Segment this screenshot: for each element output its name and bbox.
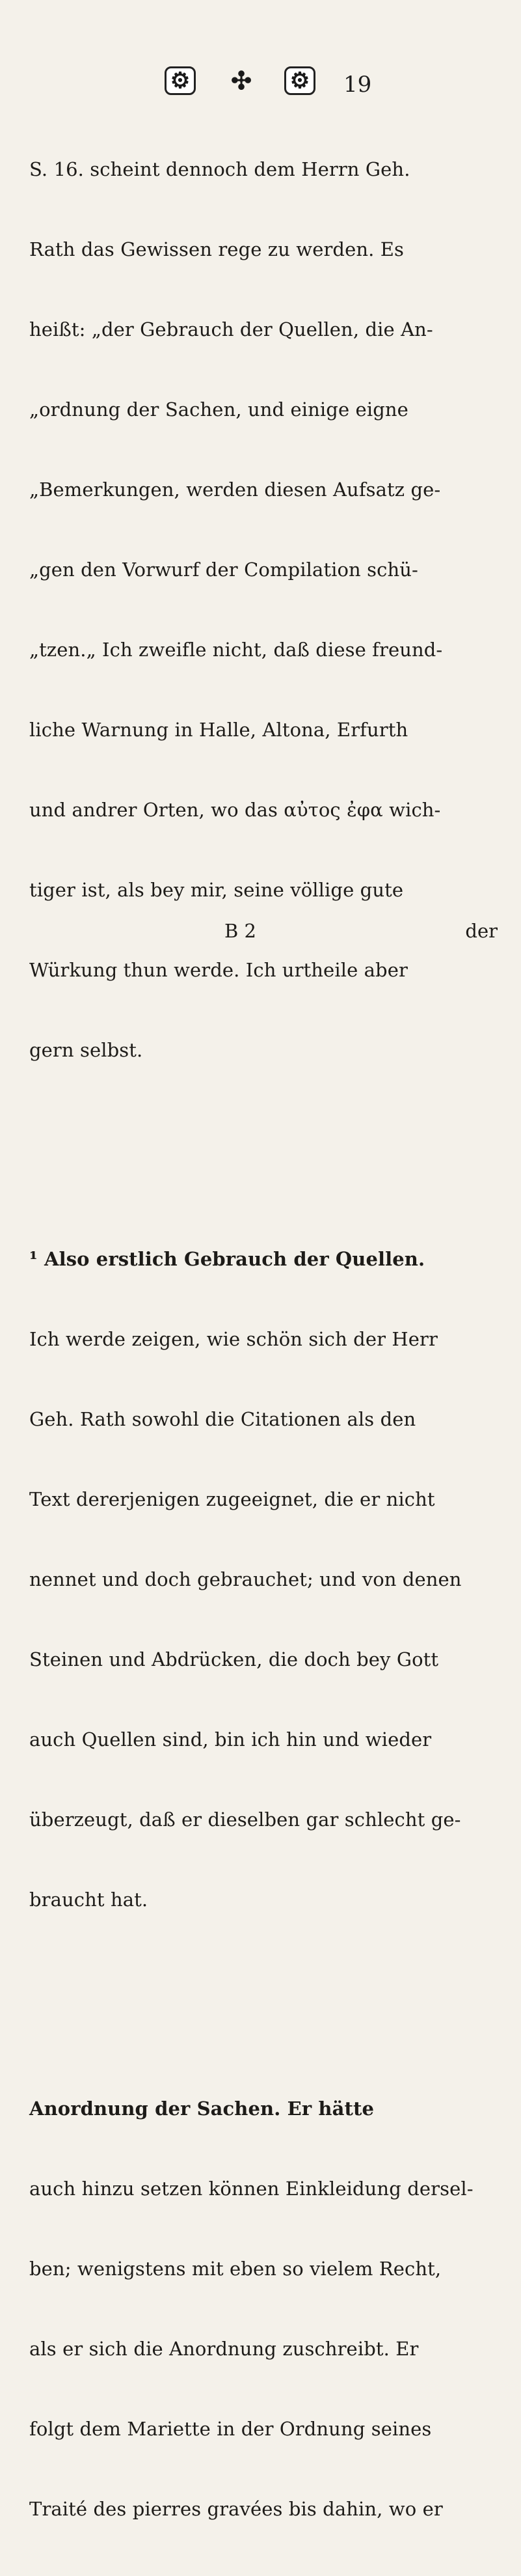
text-line: Würkung thun werde. Ich urtheile aber xyxy=(29,959,408,981)
right-ornament-icon: ⚙ xyxy=(284,66,315,95)
text-line: heißt: „der Gebrauch der Quellen, die An- xyxy=(29,318,433,340)
text-line: als er sich die Anordnung zuschreibt. Er xyxy=(29,2338,419,2360)
text-line: überzeugt, daß er dieselben gar schlecht ge- xyxy=(29,1808,461,1831)
page-body xyxy=(29,103,498,2576)
page-number: 19 xyxy=(343,72,372,98)
text-line: „ordnung der Sachen, und einige eigne xyxy=(29,398,408,421)
text-line: und andrer Orten, wo das αὐτος ἐφα wich- xyxy=(29,799,441,821)
text-line: „tzen.„ Ich zweifle nicht, daß diese freund- xyxy=(29,639,443,661)
paragraph-gap xyxy=(29,1993,498,2015)
text-line: Ich werde zeigen, wie schön sich der Herr xyxy=(29,1328,438,1350)
text-line: S. 16. scheint dennoch dem Herrn Geh. xyxy=(29,158,410,180)
text-line: Geh. Rath sowohl die Citationen als den xyxy=(29,1408,416,1430)
text-line: ben; wenigstens mit eben so vielem Recht, xyxy=(29,2258,442,2280)
text-line: „Bemerkungen, werden diesen Aufsatz ge- xyxy=(29,478,441,501)
text-line: folgt dem Mariette in der Ordnung seines xyxy=(29,2418,432,2440)
text-line: braucht hat. xyxy=(29,1889,148,1911)
text-line: gern selbst. xyxy=(29,1039,143,1061)
text-line: Text dererjenigen zugeeignet, die er nicht xyxy=(29,1488,435,1510)
text-line: „gen den Vorwurf der Compilation schü- xyxy=(29,559,418,581)
page-footer xyxy=(29,918,498,945)
text-line: auch hinzu setzen können Einkleidung dersel- xyxy=(29,2178,474,2200)
text-line: nennet und doch gebrauchet; und von denen xyxy=(29,1568,462,1590)
text-line: Traité des pierres gravées bis dahin, wo er xyxy=(29,2498,443,2520)
center-ornament-icon: ✣ xyxy=(231,66,252,95)
page-header xyxy=(0,66,521,99)
text-line: auch Quellen sind, bin ich hin und wieder xyxy=(29,1728,432,1751)
text-line: tiger ist, als bey mir, seine völlige gute xyxy=(29,879,404,901)
section-heading-line: Anordnung der Sachen. Er hätte xyxy=(29,2098,375,2120)
section-heading-line: ¹ Also erstlich Gebrauch der Quellen. xyxy=(29,1248,425,1270)
text-line: liche Warnung in Halle, Altona, Erfurth xyxy=(29,719,408,741)
left-ornament-icon: ⚙ xyxy=(165,66,196,95)
catchword: der xyxy=(465,920,498,942)
text-line: Rath das Gewissen rege zu werden. Es xyxy=(29,238,405,260)
signature-mark: B 2 xyxy=(224,920,256,942)
paragraph-gap xyxy=(29,1144,498,1166)
text-line: Steinen und Abdrücken, die doch bey Gott xyxy=(29,1648,439,1670)
